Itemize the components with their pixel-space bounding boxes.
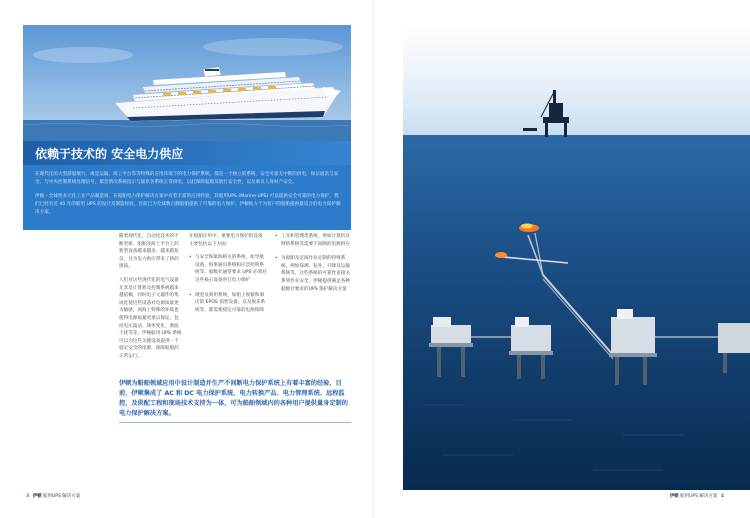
bullet-item: • 现金及商用系统，如船上收银和酒店的 EPOS 销售设备，以及娱乐系统等，都需要稳定可靠的电源保障 — [189, 292, 267, 315]
body-column-3 — [275, 233, 351, 300]
divider — [119, 422, 351, 423]
page-number: 4 — [720, 494, 724, 499]
body-paragraph: 人们对这些现代化的电气设备尤其是计算机及控制系统越来越依赖，同时电子元器件的集成化使这些设备对电源质量更为敏感，而海上特殊的环境也使得电源质量更难以保证，包括电压波动、频率变化、谐波干扰等等。伊顿船用 UPS 系统可以为这些关键设备提供一个稳定安全的电源，保障船舶的正常运行。 — [119, 277, 182, 359]
body-column-1 — [119, 233, 182, 367]
body-column-2 — [189, 233, 267, 321]
offshore-platform-photo — [403, 25, 750, 490]
footer-left — [24, 493, 80, 499]
bullet-list — [275, 233, 351, 293]
pull-quote: 伊顿为船舶领域应用中设计制造并生产不间断电力保护系统上有着丰富的经验，目前，伊顿集成了 AC 和 DC 电力保护系统、电力转换产品、电力管理系统、远程监控，及供配工程和现场技术支持为一体，可为船舶领域内的各种用户提供量身定制的电力保护解决方案。 — [119, 380, 348, 417]
footer-right — [670, 493, 726, 499]
cruise-ship-illustration — [23, 25, 351, 141]
body-paragraph: 随着现代化、自动化技术的不断更新，船舶及海上平台上的新型设备越来越多，越来越复杂，这为电力供应带来了新的挑战。 — [119, 234, 179, 270]
bullet-item: • 工业和管理类系统，例如计算机及网络系统等需要不间断的电源供应 — [275, 233, 351, 248]
footer-text: 船用UPS 解决方案 — [680, 494, 718, 499]
section-title-bar — [23, 141, 351, 165]
footer-text: 船用UPS 解决方案 — [43, 494, 81, 499]
body-paragraph: 在船舶应用中，重要电力保护的设备主要包括以下方面： — [189, 234, 263, 247]
intro-paragraph-1: 在现代化的大型游船航行、或是运输、海上平台等等特殊的应用环境下的电力保护系统，都是一个独立的系统，安全可靠无中断的供电，保证通讯与安全、与中央控制系统处理信号、紧急情况系统指示与通讯各系统正常供电，以此保障船舶及航行安全性，以及乘员人身财产安全。 — [35, 172, 339, 185]
bullet-item: • 为船舶及近海作业定制的特殊系统，例如探测、钻井、升降及运输系统等，这些系统的可靠性直接关系到作业安全，伊顿提供满足各种船级社要求的UPS 保护解决方案 — [275, 255, 351, 293]
bullet-list — [189, 254, 267, 314]
brand-logo: 伊顿 — [669, 494, 679, 499]
page-title: 依赖于技术的 安全电力供应 — [35, 147, 184, 161]
page-number: 3 — [26, 494, 30, 499]
bullet-item: • 与安全和航海相关的系统，如导航设备、海事通讯系统和应急照明系统等。船级社通常要求 UPS 必须对这些核心设备进行电力保护 — [189, 254, 267, 284]
right-page — [375, 0, 750, 518]
hero-panel — [23, 25, 351, 230]
cruise-ship-photo — [23, 25, 351, 141]
brand-logo: 伊顿 — [32, 494, 42, 499]
intro-paragraph-2: 伊顿 - 全球性多元化工业产品制造商，在船舶电力保护解决方案中有着丰富的应用经验，其船用UPS (Marine UPS) 可以提供安全可靠的电力保护，我们已经有近 40 年的船用 UPS 的设计及制造经验，目前已为全球数百艘船舶提供了可靠的电力保护。伊顿致力于为客户的船舶提供最适合的电力保护解决方案。 — [35, 194, 341, 215]
offshore-platform-illustration — [403, 25, 750, 490]
